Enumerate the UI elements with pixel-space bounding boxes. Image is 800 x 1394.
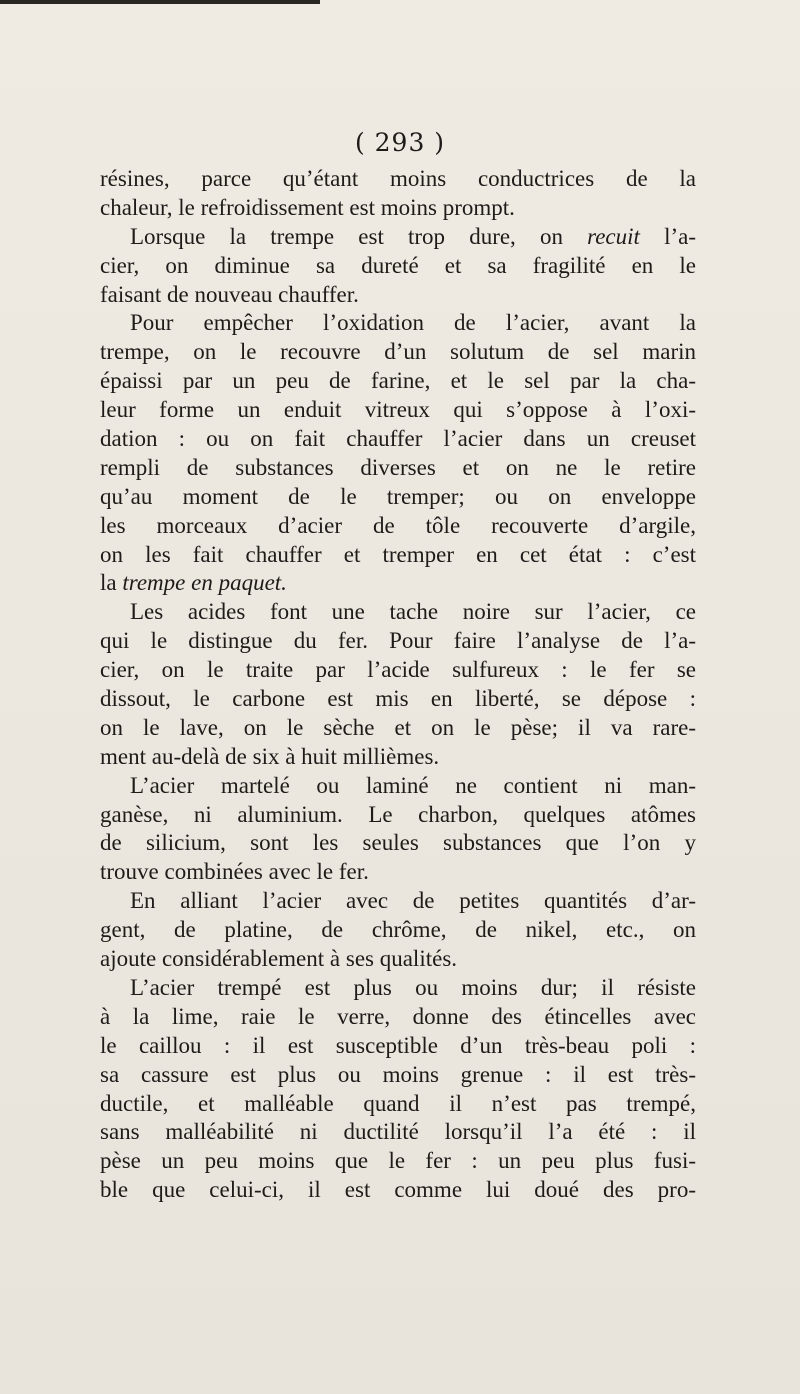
text-line: Les acides font une tache noire sur l’acier, ce: [130, 599, 696, 625]
text-line: la trempe en paquet.: [100, 570, 287, 596]
text-line: résines, parce qu’étant moins conductrices de la: [100, 166, 696, 191]
text-line: faisant de nouveau chauffer.: [100, 281, 359, 307]
text-line: L’acier martelé ou laminé ne contient ni man-: [130, 772, 696, 798]
text-line: Lorsque la trempe est trop dure, on recuit l’a-: [130, 223, 696, 249]
text-line: ductile, et malléable quand il n’est pas trempé,: [100, 1090, 696, 1116]
text-line: les morceaux d’acier de tôle recouverte d’argile,: [100, 512, 696, 538]
text-line: dation : ou on fait chauffer l’acier dans un creuset: [100, 426, 696, 452]
text-line: qui le distingue du fer. Pour faire l’analyse de l’a-: [100, 628, 696, 654]
text-line: Pour empêcher l’oxidation de l’acier, avant la: [130, 310, 696, 336]
text-line: trempe, on le recouvre d’un solutum de sel marin: [100, 339, 696, 365]
text-line: ganèse, ni aluminium. Le charbon, quelques atômes: [100, 801, 696, 827]
text-line: le caillou : il est susceptible d’un très-beau poli :: [100, 1032, 696, 1058]
text-line: épaissi par un peu de farine, et le sel par la cha-: [100, 368, 696, 394]
text-line: En alliant l’acier avec de petites quantités d’ar-: [130, 888, 696, 914]
text-line: sans malléabilité ni ductilité lorsqu’il l’a été : il: [100, 1119, 696, 1145]
text-line: pèse un peu moins que le fer : un peu plus fusi-: [100, 1148, 696, 1174]
paragraph: [100, 223, 696, 310]
text-line: leur forme un enduit vitreux qui s’oppose à l’oxi-: [100, 397, 696, 423]
text-line: ment au-delà de six à huit millièmes.: [100, 743, 440, 769]
italic-term: recuit: [587, 223, 640, 249]
paragraph: [100, 598, 696, 771]
paragraph: [100, 887, 696, 974]
text-line: rempli de substances diverses et on ne le retire: [100, 454, 696, 480]
text-line: ajoute considérablement à ses qualités.: [100, 946, 458, 972]
text-line: à la lime, raie le verre, donne des étincelles avec: [100, 1003, 696, 1029]
text-line: gent, de platine, de chrôme, de nikel, etc., on: [100, 917, 696, 943]
text-line: ble que celui-ci, il est comme lui doué des pro-: [100, 1177, 696, 1203]
text-line: sa cassure est plus ou moins grenue : il est très-: [100, 1061, 696, 1087]
text-line: chaleur, le refroidissement est moins prompt.: [100, 194, 515, 220]
body-text: [100, 165, 696, 1205]
text-line: on les fait chauffer et tremper en cet état : c’est: [100, 541, 696, 567]
text-line: cier, on diminue sa dureté et sa fragilité en le: [100, 252, 696, 278]
paragraph: [100, 772, 696, 888]
text-line: trouve combinées avec le fer.: [100, 859, 369, 885]
text-line: de silicium, sont les seules substances que l’on y: [100, 830, 696, 856]
text-line: L’acier trempé est plus ou moins dur; il résiste: [130, 974, 696, 1000]
paragraph: [100, 165, 696, 223]
page-number: ( 293 ): [354, 128, 446, 157]
text-line: qu’au moment de le tremper; ou on enveloppe: [100, 483, 696, 509]
text-line: cier, on le traite par l’acide sulfureux : le fer se: [100, 657, 696, 683]
text-line: dissout, le carbone est mis en liberté, se dépose :: [100, 686, 696, 712]
page-edge: [0, 0, 320, 4]
text-line: on le lave, on le sèche et on le pèse; il va rare-: [100, 714, 696, 740]
italic-term: trempe en paquet.: [122, 570, 287, 596]
paragraph: [100, 309, 696, 598]
paragraph: [100, 974, 696, 1205]
